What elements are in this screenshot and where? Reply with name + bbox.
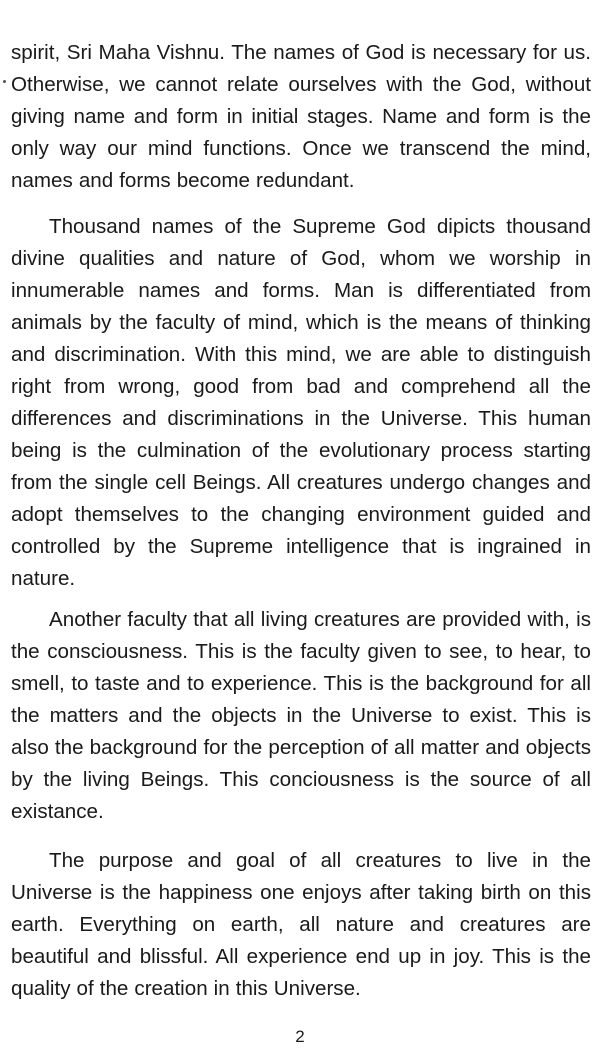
page-number: 2 xyxy=(295,1027,305,1046)
paragraph-4: The purpose and goal of all creatures to live in the Universe is the happiness one enjoys after taking birth on this earth. Everything on earth, all nature and creatures are beautiful and blissful. All experience end up in joy. This is the quality of the creation in this Universe. xyxy=(11,849,591,1000)
paragraph-2: Thousand names of the Supreme God dipicts thousand divine qualities and nature of God, whom we worship in innumerable names and forms. Man is differentiated from animals by the faculty of mind, which is the means of thinking and discrimination. With this mind, we are able to distinguish right from wrong, good from bad and comprehend all the differences and discriminations in the Universe. This human being is the culmination of the evolutionary process starting from the single cell Beings. All creatures undergo changes and adopt themselves to the changing environment guided and controlled by the Supreme intelligence that is ingrained in nature. xyxy=(11,215,591,590)
paragraph-1: spirit, Sri Maha Vishnu. The names of God is necessary for us. Otherwise, we cannot relate ourselves with the God, without giving name and form in initial stages. Name and form is the only way our mind functions. Once we transcend the mind, names and forms become redundant. xyxy=(11,41,591,192)
paragraph-3: Another faculty that all living creatures are provided with, is the consciousness. This is the faculty given to see, to hear, to smell, to taste and to experience. This is the background for all the matters and the objects in the Universe to exist. This is also the background for the perception of all matter and objects by the living Beings. This conciousness is the source of all existance. xyxy=(11,608,591,823)
margin-speck xyxy=(3,80,6,83)
